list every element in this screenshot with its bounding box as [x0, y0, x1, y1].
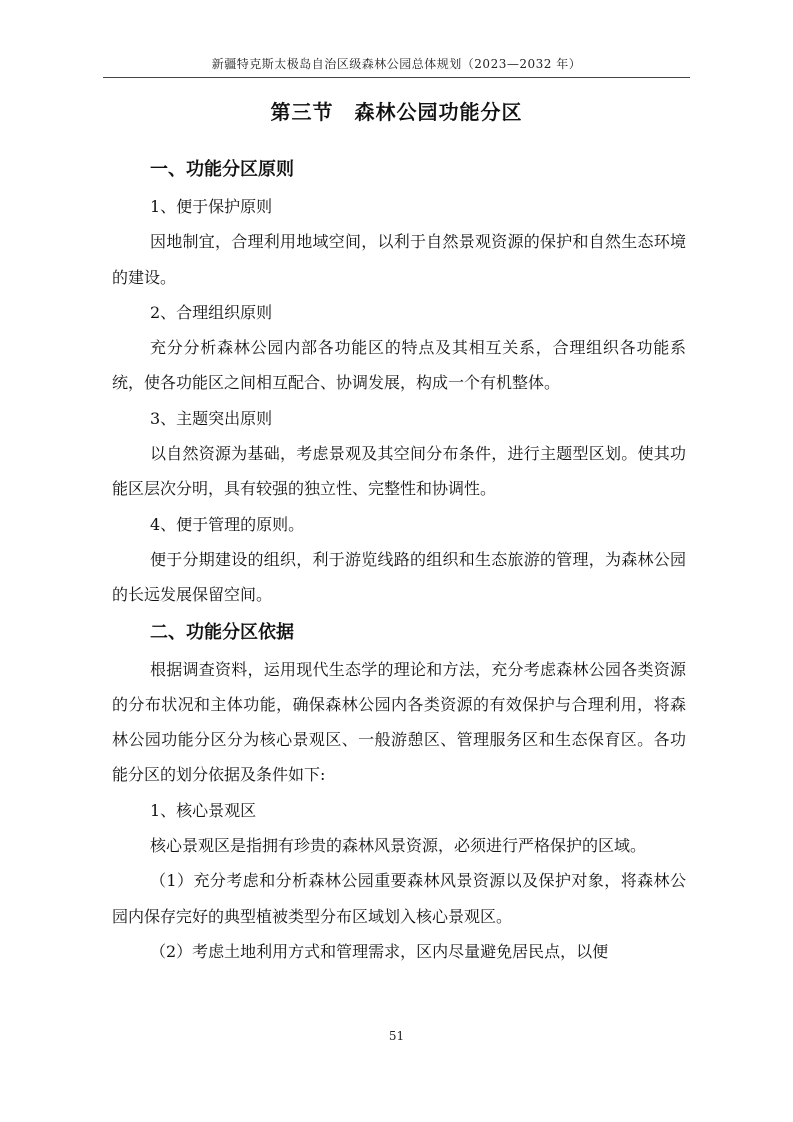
principle-1-title: 1、便于保护原则 — [150, 197, 273, 216]
page-number: 51 — [388, 1029, 405, 1043]
basis-intro: 根据调查资料，运用现代生态学的理论和方法，充分考虑森林公园各类资源的分布状况和主体功能，确保森林公园内各类资源的有效保护与合理利用，将森林公园功能分区分为核心景观区、一般游憩区、管理服务区和生态保育区。各功能分区的划分依据及条件如下: — [112, 659, 686, 785]
section-title: 第三节 森林公园功能分区 — [270, 100, 523, 124]
core-zone-clause-1: （1）充分考虑和分析森林公园重要森林风景资源以及保护对象，将森林公园内保存完好的典型植被类型分布区域划入核心景观区。 — [112, 871, 686, 926]
heading-basis: 二、功能分区依据 — [150, 621, 294, 643]
running-header: 新疆特克斯太极岛自治区级森林公园总体规划（2023—2032 年） — [211, 57, 582, 71]
core-zone-clause-2: （2）考虑土地利用方式和管理需求，区内尽量避免居民点，以便 — [150, 941, 609, 961]
header-rule — [103, 77, 690, 78]
principle-3-title: 3、主题突出原则 — [150, 408, 273, 428]
principle-2-title: 2、合理组织原则 — [150, 302, 273, 322]
document-body — [112, 150, 686, 969]
core-zone-body: 核心景观区是指拥有珍贵的森林风景资源，必须进行严格保护的区域。 — [150, 836, 647, 856]
principle-1-body: 因地制宜，合理利用地域空间，以利于自然景观资源的保护和自然生态环境的建设。 — [112, 232, 686, 287]
heading-principles: 一、功能分区原则 — [150, 159, 294, 180]
principle-2-body: 充分分析森林公园内部各功能区的特点及其相互关系，合理组织各功能系统，使各功能区之间相互配合、协调发展，构成一个有机整体。 — [112, 338, 686, 393]
core-zone-title: 1、核心景观区 — [150, 800, 257, 820]
principle-4-title: 4、便于管理的原则。 — [150, 514, 305, 534]
principle-3-body: 以自然资源为基础，考虑景观及其空间分布条件，进行主题型区划。使其功能区层次分明，具有较强的独立性、完整性和协调性。 — [112, 444, 686, 499]
principle-4-body: 便于分期建设的组织，利于游览线路的组织和生态旅游的管理，为森林公园的长远发展保留空间。 — [112, 549, 686, 605]
